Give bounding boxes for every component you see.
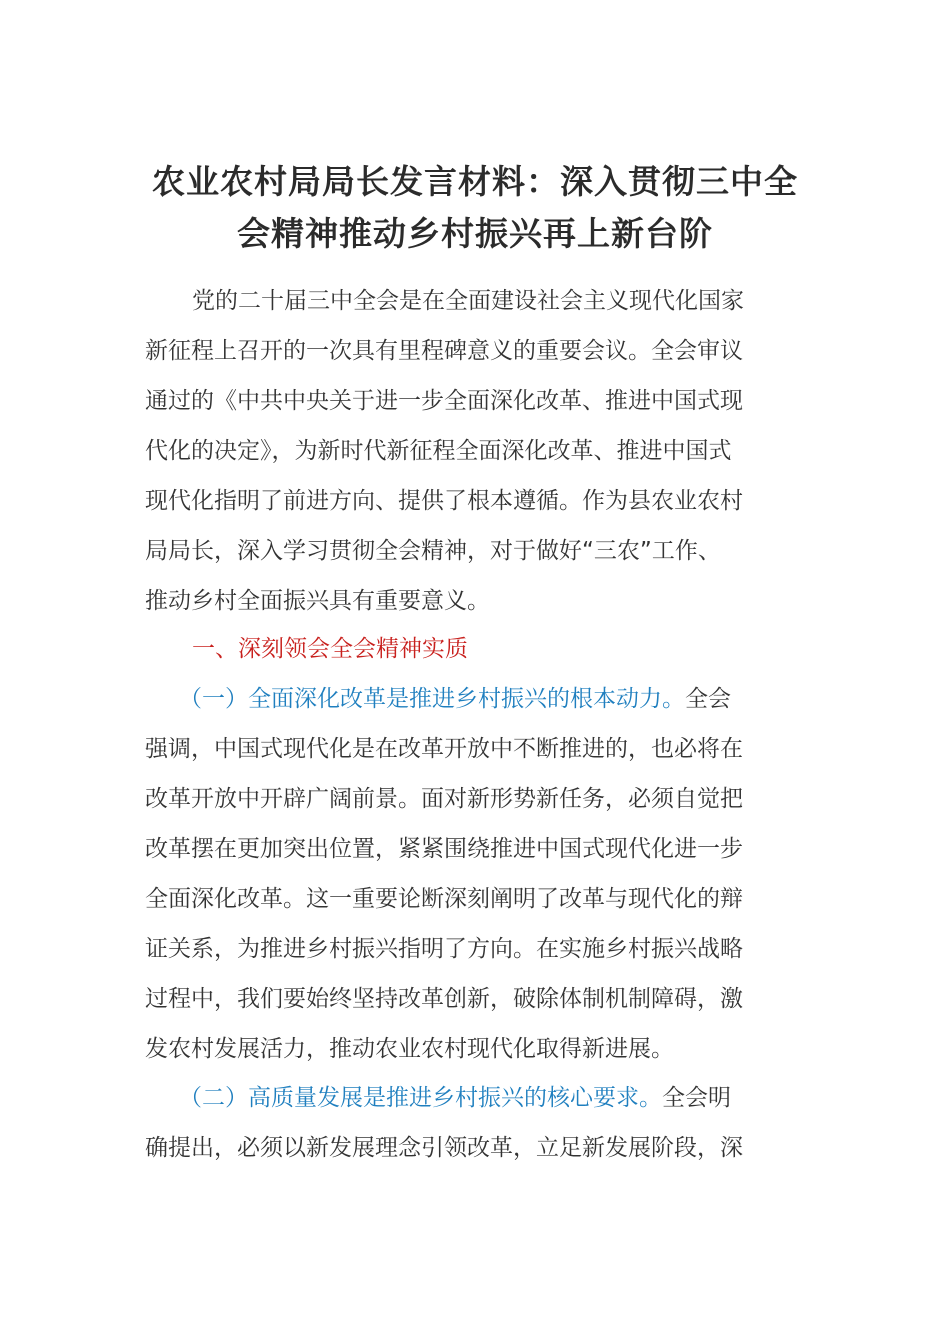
sub1-line-4: 全面深化改革。这一重要论断深刻阐明了改革与现代化的辩 <box>145 886 743 912</box>
subsection-1-paragraph <box>145 674 795 1074</box>
sub1-line-3: 改革摆在更加突出位置，紧紧围绕推进中国式现代化进一步 <box>145 836 743 862</box>
document-title <box>130 156 820 260</box>
title-line-2: 会精神推动乡村振兴再上新台阶 <box>237 214 713 253</box>
intro-line-1: 党的二十届三中全会是在全面建设社会主义现代化国家 <box>192 288 744 314</box>
sub2-line-1: 确提出，必须以新发展理念引领改革，立足新发展阶段，深 <box>145 1135 743 1161</box>
subsection-1-first-line <box>145 674 795 724</box>
subsection-2-first-line <box>145 1073 795 1123</box>
subsection-2-heading: （二）高质量发展是推进乡村振兴的核心要求。 <box>179 1085 662 1111</box>
intro-line-5: 现代化指明了前进方向、提供了根本遵循。作为县农业农村 <box>145 488 743 514</box>
intro-line-4: 代化的决定》，为新时代新征程全面深化改革、推进中国式 <box>145 438 732 464</box>
subsection-1-heading: （一）全面深化改革是推进乡村振兴的根本动力。 <box>179 686 685 712</box>
sub1-line-1: 强调，中国式现代化是在改革开放中不断推进的，也必将在 <box>145 736 743 762</box>
subsection-1-first-tail: 全会 <box>685 686 731 712</box>
sub1-line-7: 发农村发展活力，推动农业农村现代化取得新进展。 <box>145 1036 674 1062</box>
sub1-line-6: 过程中，我们要始终坚持改革创新，破除体制机制障碍，激 <box>145 986 743 1012</box>
intro-line-3: 通过的《中共中央关于进一步全面深化改革、推进中国式现 <box>145 388 743 414</box>
sub1-line-5: 证关系，为推进乡村振兴指明了方向。在实施乡村振兴战略 <box>145 936 743 962</box>
intro-line-7: 推动乡村全面振兴具有重要意义。 <box>145 588 490 614</box>
section-heading-1: 一、深刻领会全会精神实质 <box>192 636 468 662</box>
subsection-2-first-tail: 全会明 <box>662 1085 731 1111</box>
title-line-1: 农业农村局局长发言材料：深入贯彻三中全 <box>152 162 798 201</box>
sub1-line-2: 改革开放中开辟广阔前景。面对新形势新任务，必须自觉把 <box>145 786 743 812</box>
intro-paragraph <box>145 276 795 626</box>
intro-line-6: 局局长，深入学习贯彻全会精神，对于做好“三农”工作、 <box>145 538 721 564</box>
intro-line-2: 新征程上召开的一次具有里程碑意义的重要会议。全会审议 <box>145 338 743 364</box>
subsection-2-paragraph <box>145 1073 795 1173</box>
